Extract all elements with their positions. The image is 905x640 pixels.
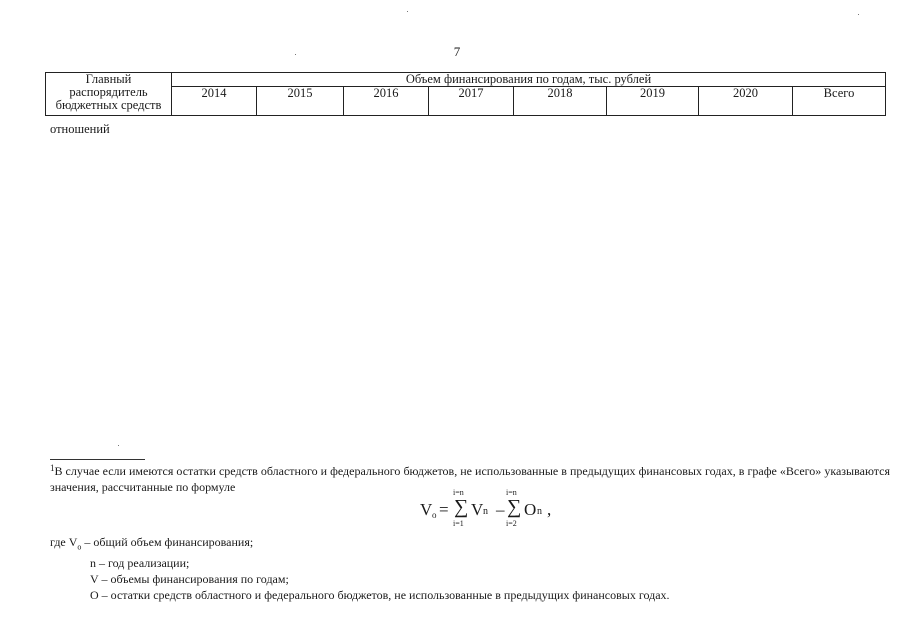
scan-speck xyxy=(295,54,296,55)
sum1-upper-limit: i=n xyxy=(453,488,464,497)
sum2-term: O xyxy=(524,500,537,519)
legend-text: V – объемы финансирования по годам; xyxy=(90,572,289,587)
year-column-header: 2019 xyxy=(607,87,699,116)
footnote-text xyxy=(50,460,890,495)
formula-lhs-sub: o xyxy=(432,510,437,520)
formula-equals: = xyxy=(439,500,449,519)
legend-text: – общий объем финансирования; xyxy=(81,535,254,549)
scan-speck xyxy=(407,11,408,12)
financing-table xyxy=(45,72,886,116)
formula-legend xyxy=(50,534,670,603)
legend-text: n – год реализации; xyxy=(90,556,190,571)
legend-line xyxy=(50,555,670,571)
legend-sub: o xyxy=(77,542,82,552)
legend-line xyxy=(50,587,670,603)
header-label-line: Главный xyxy=(85,72,132,86)
formula-tail: , xyxy=(547,500,552,519)
year-column-header: 2018 xyxy=(514,87,607,116)
legend-line xyxy=(50,534,670,555)
sum1-sigma-icon: ∑ xyxy=(454,496,469,518)
legend-line xyxy=(50,571,670,587)
legend-text: О – остатки средств областного и федерального бюджетов, не использованные в предыдущих финансовых годах. xyxy=(90,588,670,603)
scan-speck xyxy=(858,14,859,15)
formula-lhs-var: V xyxy=(420,500,433,519)
sum1-sub: n xyxy=(483,506,488,517)
year-column-header: 2016 xyxy=(344,87,429,116)
legend-prefix: где V xyxy=(50,535,78,549)
scan-speck xyxy=(118,445,119,446)
header-label-continuation: отношений xyxy=(50,122,110,136)
formula-minus: – xyxy=(496,500,505,519)
sum2-upper-limit: i=n xyxy=(506,488,517,497)
sum2-sub: n xyxy=(537,506,542,517)
header-label-line: распорядитель xyxy=(69,85,148,99)
budget-manager-header xyxy=(46,73,172,116)
footnote-marker: 1 xyxy=(50,463,55,473)
sum1-term: V xyxy=(471,500,484,519)
total-column-header: Всего xyxy=(793,87,886,116)
year-column-header: 2020 xyxy=(699,87,793,116)
sum2-sigma-icon: ∑ xyxy=(507,496,522,518)
year-column-header: 2015 xyxy=(257,87,344,116)
footnote-body: В случае если имеются остатки средств областного и федерального бюджетов, не использованные в предыдущих финансовых годах, в графе «Всего» указываются значения, рассчитанные по формуле xyxy=(50,464,890,494)
year-column-header: 2017 xyxy=(429,87,514,116)
financing-group-header: Объем финансирования по годам, тыс. рублей xyxy=(172,73,886,87)
sum2-lower-limit: i=2 xyxy=(506,519,517,528)
page-number: 7 xyxy=(453,44,461,59)
year-column-header: 2014 xyxy=(172,87,257,116)
header-label-line: бюджетных средств xyxy=(55,98,162,112)
sum1-lower-limit: i=1 xyxy=(453,519,464,528)
